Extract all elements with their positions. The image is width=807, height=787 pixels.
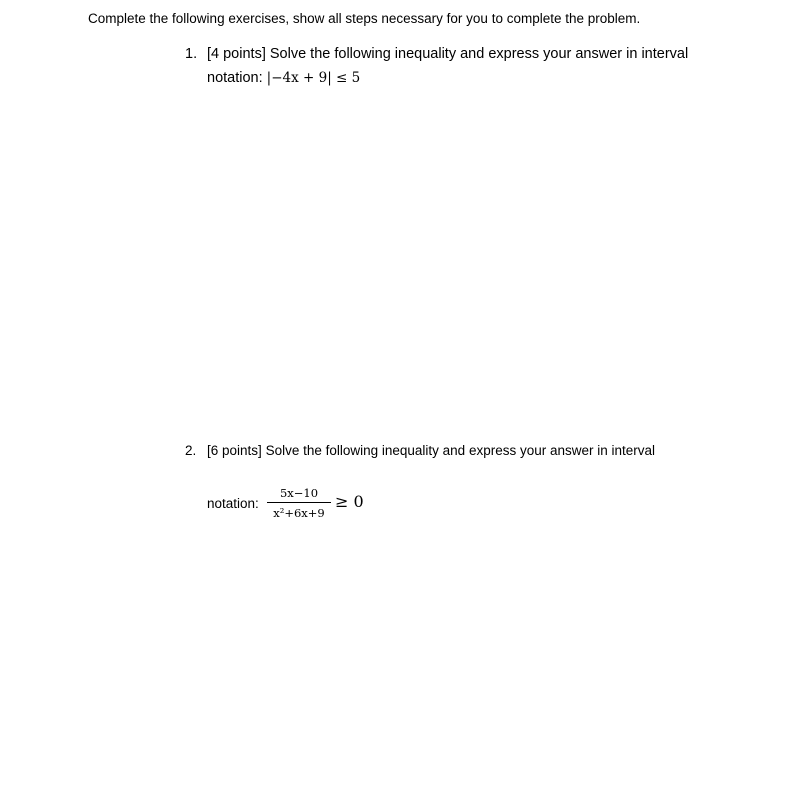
problem-1-prompt: Solve the following inequality and express your answer in interval xyxy=(269,46,689,62)
problem-2-prompt: Solve the following inequality and express your answer in interval xyxy=(265,443,656,458)
problem-2-notation-label: notation: xyxy=(207,496,259,511)
problem-2-fraction xyxy=(267,486,331,520)
problem-1-notation-label: notation: xyxy=(207,70,263,86)
problem-2 xyxy=(185,442,656,520)
problem-1-line-2 xyxy=(185,69,688,93)
problem-2-number: 2. xyxy=(185,443,197,458)
problem-1-line-1 xyxy=(185,45,688,69)
problem-1-points: [4 points] xyxy=(207,46,266,62)
instructions-text: Complete the following exercises, show all steps necessary for you to complete the problem. xyxy=(88,11,641,26)
problem-1-number: 1. xyxy=(185,46,198,62)
fraction-denominator: x²+6x+9 xyxy=(273,506,325,520)
problem-2-line-2 xyxy=(185,466,655,520)
problem-1-inequality: |−4x + 9| ≤ 5 xyxy=(266,70,361,86)
problem-1 xyxy=(185,45,688,93)
problem-2-relation: ≥ 0 xyxy=(335,492,364,511)
fraction-numerator: 5x−10 xyxy=(279,486,319,500)
problem-2-line-1 xyxy=(185,442,655,466)
problem-2-points: [6 points] xyxy=(207,443,262,458)
